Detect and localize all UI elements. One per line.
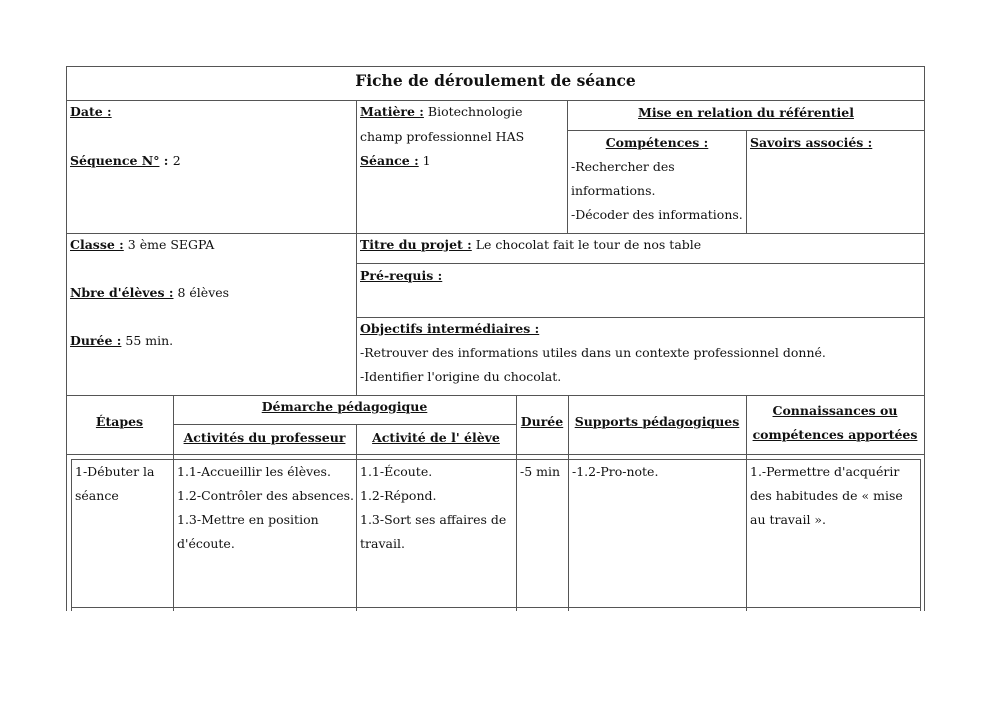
eleve-line-1: 1.1-Écoute.	[360, 464, 433, 479]
sequence-field	[70, 153, 181, 169]
duree-field	[70, 333, 173, 349]
eleve-line-4: travail.	[360, 536, 405, 551]
prof-line-2: 1.2-Contrôler des absences.	[177, 488, 355, 503]
nbre-eleves-value: 8 élèves	[173, 285, 230, 300]
etape-line-1: 1-Débuter la	[75, 464, 155, 479]
page-title: Fiche de déroulement de séance	[355, 71, 636, 90]
header-etapes: Étapes	[95, 414, 144, 429]
nbre-eleves-field	[70, 285, 229, 301]
competences-line-3: -Décoder des informations.	[571, 207, 743, 222]
matiere-value: Biotechnologie	[423, 104, 523, 119]
prerequis-label: Pré-requis :	[360, 268, 443, 283]
header-connaissances-1: Connaissances ou	[772, 403, 898, 418]
matiere-field	[360, 104, 523, 120]
duree-label: Durée :	[70, 333, 122, 348]
seance-value: 1	[418, 153, 431, 168]
matiere-value-line2: champ professionnel HAS	[360, 129, 525, 144]
duree-cell: -5 min	[520, 464, 561, 479]
sequence-value: 2	[172, 153, 181, 168]
objectif-line-2: -Identifier l'origine du chocolat.	[360, 369, 562, 384]
header-activite-eleve: Activité de l' élève	[372, 430, 500, 445]
prof-line-1: 1.1-Accueillir les élèves.	[177, 464, 331, 479]
seance-label: Séance :	[360, 153, 419, 168]
header-supports: Supports pédagogiques	[574, 414, 740, 429]
etape-line-2: séance	[75, 488, 119, 503]
header-activites-prof: Activités du professeur	[183, 430, 346, 445]
date-label: Date :	[70, 104, 112, 119]
prof-line-4: d'écoute.	[177, 536, 235, 551]
objectif-line-1: -Retrouver des informations utiles dans un contexte professionnel donné.	[360, 345, 826, 360]
header-duree: Durée	[520, 414, 564, 429]
titre-projet-value: Le chocolat fait le tour de nos table	[471, 237, 702, 252]
sequence-label: Séquence N°	[70, 153, 160, 168]
competences-line-1: -Rechercher des	[571, 159, 675, 174]
competences-title: Compétences :	[605, 135, 709, 150]
supports-cell: -1.2-Pro-note.	[572, 464, 659, 479]
header-connaissances-2: compétences apportées	[752, 427, 918, 442]
referentiel-title: Mise en relation du référentiel	[638, 105, 854, 120]
competences-line-2: informations.	[571, 183, 656, 198]
prof-line-3: 1.3-Mettre en position	[177, 512, 319, 527]
objectifs-label: Objectifs intermédiaires :	[360, 321, 540, 336]
connaissances-line-3: au travail ».	[750, 512, 827, 527]
duree-value: 55 min.	[121, 333, 174, 348]
header-demarche: Démarche pédagogique	[261, 399, 428, 414]
matiere-label: Matière :	[360, 104, 424, 119]
seance-field	[360, 153, 431, 169]
classe-value: 3 ème SEGPA	[123, 237, 215, 252]
nbre-eleves-label: Nbre d'élèves :	[70, 285, 174, 300]
sequence-colon: :	[159, 153, 173, 168]
savoirs-title: Savoirs associés :	[750, 135, 873, 150]
classe-label: Classe :	[70, 237, 124, 252]
classe-field	[70, 237, 214, 253]
titre-projet-field	[360, 237, 701, 253]
eleve-line-2: 1.2-Répond.	[360, 488, 437, 503]
connaissances-line-2: des habitudes de « mise	[750, 488, 903, 503]
eleve-line-3: 1.3-Sort ses affaires de	[360, 512, 507, 527]
titre-projet-label: Titre du projet :	[360, 237, 472, 252]
connaissances-line-1: 1.-Permettre d'acquérir	[750, 464, 900, 479]
